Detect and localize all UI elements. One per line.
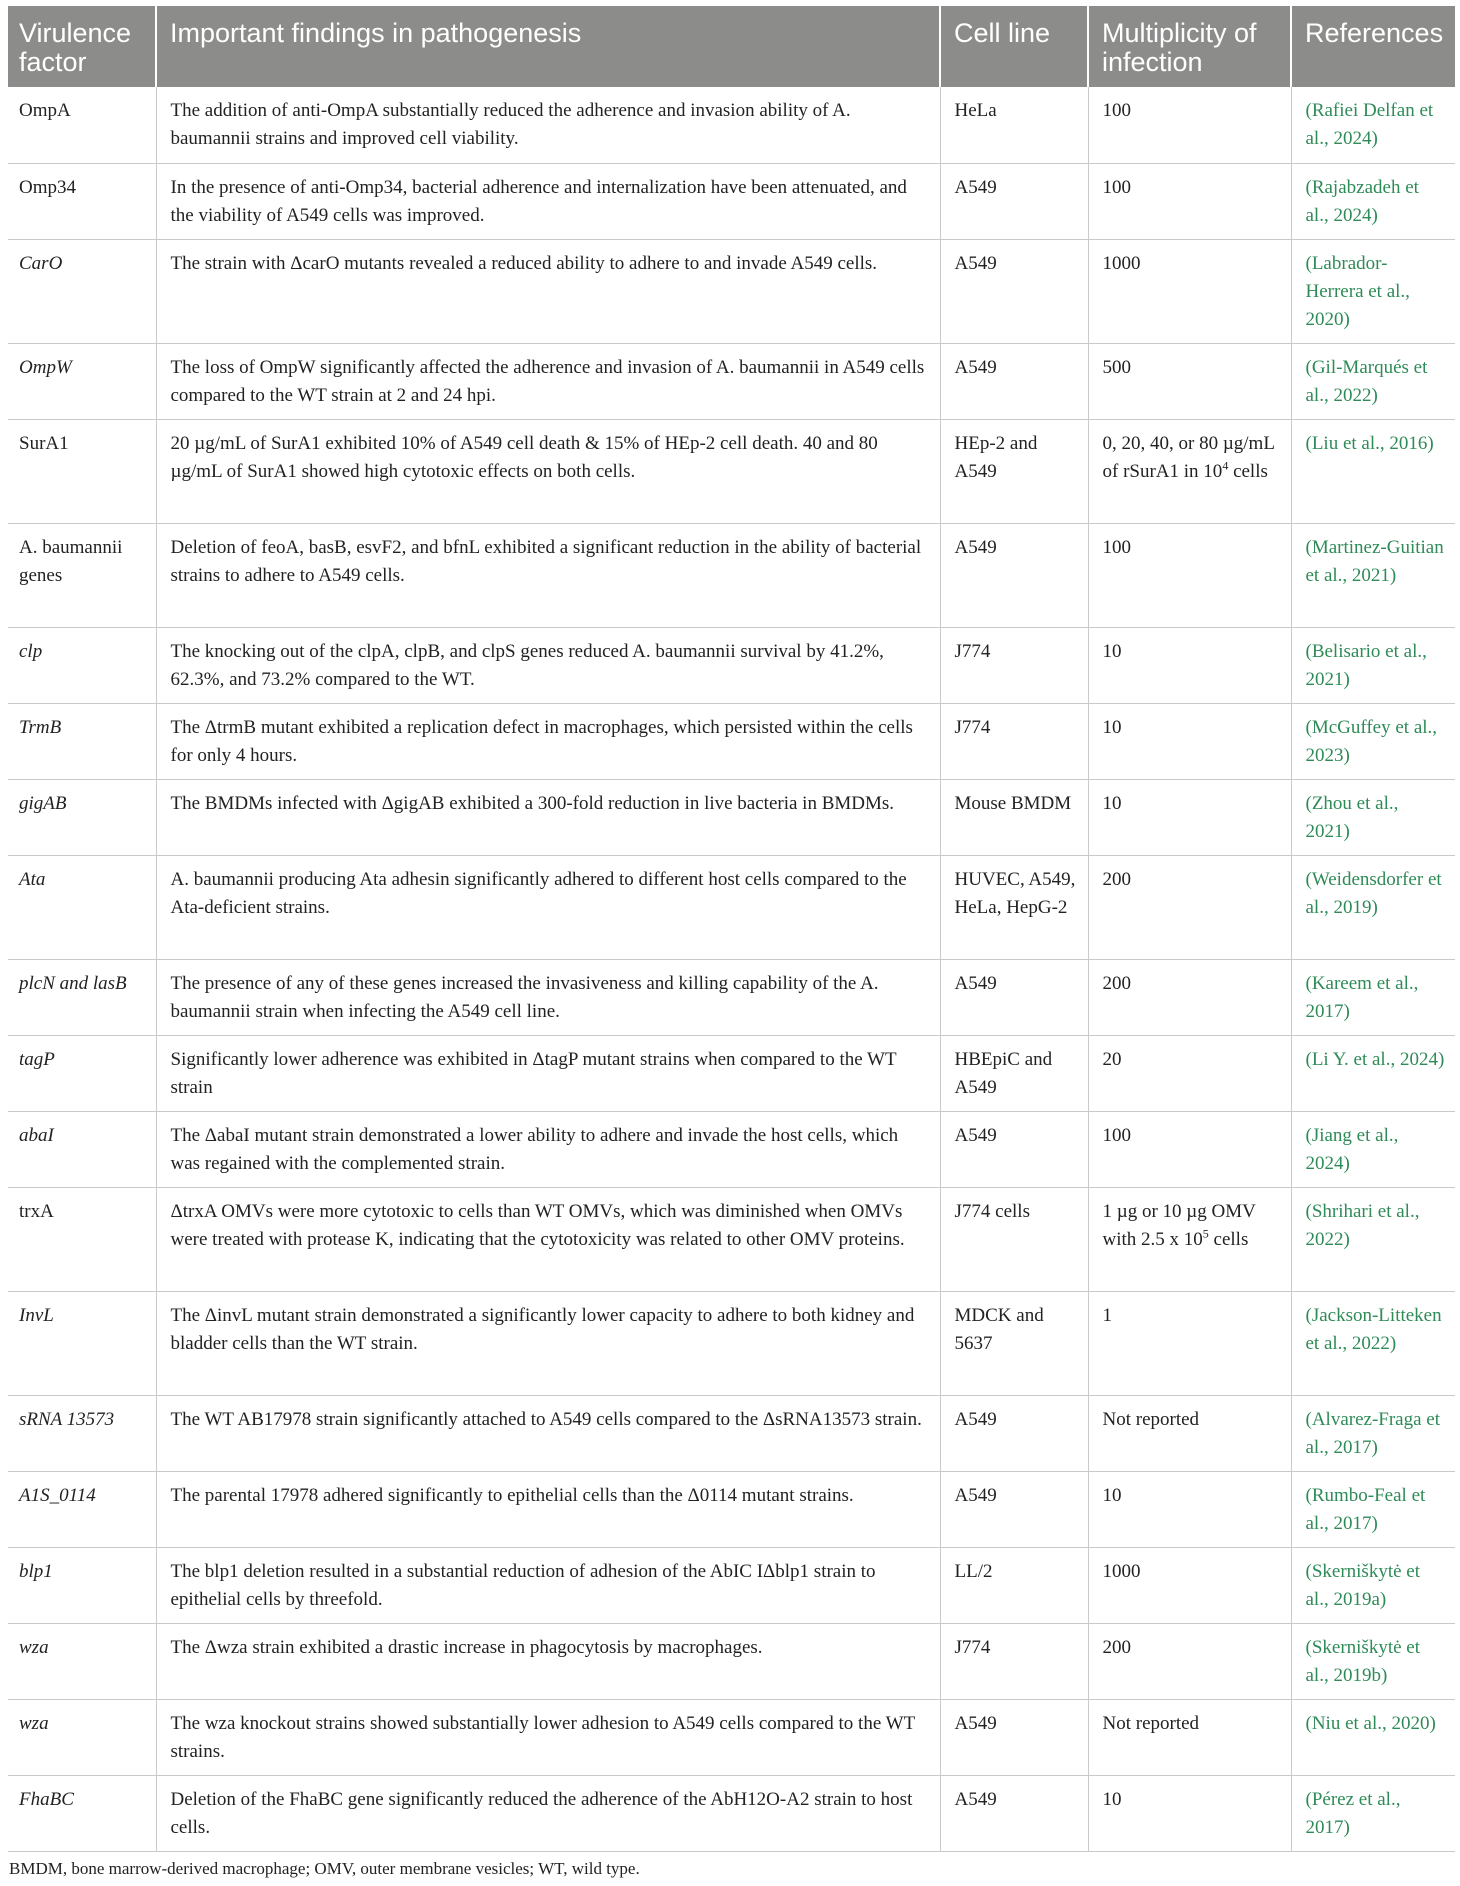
virulence-factor-cell: A1S_0114 bbox=[8, 1471, 156, 1547]
moi-cell: Not reported bbox=[1088, 1395, 1291, 1471]
virulence-factor-cell: A. baumannii genes bbox=[8, 523, 156, 627]
moi-cell: 100 bbox=[1088, 523, 1291, 627]
moi-cell: 200 bbox=[1088, 855, 1291, 959]
cell-line-cell: A549 bbox=[940, 163, 1088, 239]
virulence-factor-cell: tagP bbox=[8, 1035, 156, 1111]
moi-cell: 100 bbox=[1088, 1111, 1291, 1187]
table-row bbox=[8, 419, 1455, 523]
moi-text: 0, 20, 40, or 80 µg/mL of rSurA1 in 10 bbox=[1102, 432, 1275, 482]
finding-cell: In the presence of anti-Omp34, bacterial adherence and internalization have been attenuated, and the viability of A549 cells was improved. bbox=[156, 163, 940, 239]
reference-cell[interactable]: (Martinez-Guitian et al., 2021) bbox=[1291, 523, 1455, 627]
finding-cell: The ΔabaI mutant strain demonstrated a lower ability to adhere and invade the host cells, which was regained with the complemented strain. bbox=[156, 1111, 940, 1187]
moi-cell: 200 bbox=[1088, 959, 1291, 1035]
finding-cell: ΔtrxA OMVs were more cytotoxic to cells than WT OMVs, which was diminished when OMVs were treated with protease K, indicating that the cytotoxicity was related to other OMV proteins. bbox=[156, 1187, 940, 1291]
cell-line-cell: A549 bbox=[940, 1775, 1088, 1851]
moi-cell: 500 bbox=[1088, 343, 1291, 419]
reference-cell[interactable]: (Liu et al., 2016) bbox=[1291, 419, 1455, 523]
finding-cell: The strain with ΔcarO mutants revealed a reduced ability to adhere to and invade A549 cells. bbox=[156, 239, 940, 343]
reference-cell[interactable]: (Belisario et al., 2021) bbox=[1291, 627, 1455, 703]
virulence-factor-table bbox=[8, 6, 1455, 1852]
reference-cell[interactable]: (Rumbo-Feal et al., 2017) bbox=[1291, 1471, 1455, 1547]
cell-line-cell: A549 bbox=[940, 1699, 1088, 1775]
table-footnote: BMDM, bone marrow-derived macrophage; OMV, outer membrane vesicles; WT, wild type. bbox=[9, 1859, 640, 1878]
virulence-factor-cell: TrmB bbox=[8, 703, 156, 779]
reference-cell[interactable]: (McGuffey et al., 2023) bbox=[1291, 703, 1455, 779]
table-row bbox=[8, 1775, 1455, 1851]
moi-cell: 200 bbox=[1088, 1623, 1291, 1699]
table-row bbox=[8, 87, 1455, 163]
reference-cell[interactable]: (Pérez et al., 2017) bbox=[1291, 1775, 1455, 1851]
finding-cell: The ΔtrmB mutant exhibited a replication defect in macrophages, which persisted within the cells for only 4 hours. bbox=[156, 703, 940, 779]
table-row bbox=[8, 627, 1455, 703]
reference-cell[interactable]: (Rafiei Delfan et al., 2024) bbox=[1291, 87, 1455, 163]
table-row bbox=[8, 1035, 1455, 1111]
cell-line-cell: LL/2 bbox=[940, 1547, 1088, 1623]
finding-cell: A. baumannii producing Ata adhesin significantly adhered to different host cells compared to the Ata-deficient strains. bbox=[156, 855, 940, 959]
cell-line-cell: J774 bbox=[940, 1623, 1088, 1699]
virulence-factor-cell: FhaBC bbox=[8, 1775, 156, 1851]
reference-cell[interactable]: (Alvarez-Fraga et al., 2017) bbox=[1291, 1395, 1455, 1471]
finding-cell: The ΔinvL mutant strain demonstrated a significantly lower capacity to adhere to both kidney and bladder cells than the WT strain. bbox=[156, 1291, 940, 1395]
moi-cell: 10 bbox=[1088, 1775, 1291, 1851]
table-row bbox=[8, 343, 1455, 419]
finding-cell: The knocking out of the clpA, clpB, and clpS genes reduced A. baumannii survival by 41.2%, 62.3%, and 73.2% compared to the WT. bbox=[156, 627, 940, 703]
cell-line-cell: A549 bbox=[940, 959, 1088, 1035]
moi-tail: cells bbox=[1228, 460, 1268, 482]
finding-cell: The blp1 deletion resulted in a substantial reduction of adhesion of the AbIC IΔblp1 strain to epithelial cells by threefold. bbox=[156, 1547, 940, 1623]
header-row bbox=[8, 6, 1455, 87]
header-virulence-factor: Virulence factor bbox=[8, 6, 156, 87]
header-moi: Multiplicity of infection bbox=[1088, 6, 1291, 87]
moi-cell: 1000 bbox=[1088, 239, 1291, 343]
virulence-factor-cell: Ata bbox=[8, 855, 156, 959]
moi-cell: 20 bbox=[1088, 1035, 1291, 1111]
cell-line-cell: HEp-2 and A549 bbox=[940, 419, 1088, 523]
cell-line-cell: J774 bbox=[940, 627, 1088, 703]
virulence-factor-cell: clp bbox=[8, 627, 156, 703]
finding-cell: The addition of anti-OmpA substantially reduced the adherence and invasion ability of A. baumannii strains and improved cell viability. bbox=[156, 87, 940, 163]
moi-exponent: 4 bbox=[1222, 458, 1229, 473]
moi-cell: 100 bbox=[1088, 87, 1291, 163]
table-row bbox=[8, 1623, 1455, 1699]
table-row bbox=[8, 779, 1455, 855]
virulence-factor-cell: CarO bbox=[8, 239, 156, 343]
cell-line-cell: A549 bbox=[940, 343, 1088, 419]
table-row bbox=[8, 855, 1455, 959]
moi-cell bbox=[1088, 1187, 1291, 1291]
virulence-factor-cell: OmpW bbox=[8, 343, 156, 419]
virulence-factor-cell: OmpA bbox=[8, 87, 156, 163]
virulence-factor-cell: trxA bbox=[8, 1187, 156, 1291]
reference-cell[interactable]: (Weidensdorfer et al., 2019) bbox=[1291, 855, 1455, 959]
virulence-factor-cell: blp1 bbox=[8, 1547, 156, 1623]
moi-cell: 1000 bbox=[1088, 1547, 1291, 1623]
table-row bbox=[8, 1187, 1455, 1291]
virulence-factor-cell: wza bbox=[8, 1699, 156, 1775]
finding-cell: Significantly lower adherence was exhibited in ΔtagP mutant strains when compared to the WT strain bbox=[156, 1035, 940, 1111]
moi-text: 1 µg or 10 µg OMV with 2.5 x 10 bbox=[1102, 1200, 1256, 1250]
cell-line-cell: A549 bbox=[940, 1395, 1088, 1471]
reference-cell[interactable]: (Niu et al., 2020) bbox=[1291, 1699, 1455, 1775]
moi-cell bbox=[1088, 419, 1291, 523]
cell-line-cell: A549 bbox=[940, 523, 1088, 627]
header-references: References bbox=[1291, 6, 1455, 87]
cell-line-cell: HUVEC, A549, HeLa, HepG-2 bbox=[940, 855, 1088, 959]
header-cell-line: Cell line bbox=[940, 6, 1088, 87]
moi-cell: 1 bbox=[1088, 1291, 1291, 1395]
table-row bbox=[8, 163, 1455, 239]
reference-cell[interactable]: (Jackson-Litteken et al., 2022) bbox=[1291, 1291, 1455, 1395]
cell-line-cell: J774 cells bbox=[940, 1187, 1088, 1291]
virulence-factor-cell: wza bbox=[8, 1623, 156, 1699]
finding-cell: 20 µg/mL of SurA1 exhibited 10% of A549 cell death & 15% of HEp-2 cell death. 40 and 80 µg/mL of SurA1 showed high cytotoxic effects on both cells. bbox=[156, 419, 940, 523]
finding-cell: Deletion of the FhaBC gene significantly reduced the adherence of the AbH12O-A2 strain to host cells. bbox=[156, 1775, 940, 1851]
virulence-factor-cell: SurA1 bbox=[8, 419, 156, 523]
reference-cell[interactable]: (Gil-Marqués et al., 2022) bbox=[1291, 343, 1455, 419]
reference-cell[interactable]: (Li Y. et al., 2024) bbox=[1291, 1035, 1455, 1111]
virulence-factor-cell: sRNA 13573 bbox=[8, 1395, 156, 1471]
moi-cell: 100 bbox=[1088, 163, 1291, 239]
finding-cell: The wza knockout strains showed substantially lower adhesion to A549 cells compared to the WT strains. bbox=[156, 1699, 940, 1775]
virulence-factor-cell: plcN and lasB bbox=[8, 959, 156, 1035]
reference-cell[interactable]: (Zhou et al., 2021) bbox=[1291, 779, 1455, 855]
reference-cell[interactable]: (Jiang et al., 2024) bbox=[1291, 1111, 1455, 1187]
table-row bbox=[8, 1699, 1455, 1775]
finding-cell: The WT AB17978 strain significantly attached to A549 cells compared to the ΔsRNA13573 strain. bbox=[156, 1395, 940, 1471]
moi-tail: cells bbox=[1208, 1228, 1249, 1250]
cell-line-cell: MDCK and 5637 bbox=[940, 1291, 1088, 1395]
table-row bbox=[8, 1291, 1455, 1395]
reference-cell[interactable]: (Labrador-Herrera et al., 2020) bbox=[1291, 239, 1455, 343]
cell-line-cell: A549 bbox=[940, 239, 1088, 343]
table-row bbox=[8, 1471, 1455, 1547]
table-body bbox=[8, 87, 1455, 1851]
finding-cell: The Δwza strain exhibited a drastic increase in phagocytosis by macrophages. bbox=[156, 1623, 940, 1699]
moi-exponent: 5 bbox=[1202, 1226, 1209, 1241]
table-row bbox=[8, 239, 1455, 343]
moi-cell: Not reported bbox=[1088, 1699, 1291, 1775]
moi-cell: 10 bbox=[1088, 627, 1291, 703]
finding-cell: The parental 17978 adhered significantly to epithelial cells than the Δ0114 mutant strains. bbox=[156, 1471, 940, 1547]
finding-cell: Deletion of feoA, basB, esvF2, and bfnL exhibited a significant reduction in the ability of bacterial strains to adhere to A549 cells. bbox=[156, 523, 940, 627]
cell-line-cell: HeLa bbox=[940, 87, 1088, 163]
virulence-factor-cell: Omp34 bbox=[8, 163, 156, 239]
cell-line-cell: J774 bbox=[940, 703, 1088, 779]
cell-line-cell: A549 bbox=[940, 1471, 1088, 1547]
virulence-factor-cell: abaI bbox=[8, 1111, 156, 1187]
moi-cell: 10 bbox=[1088, 703, 1291, 779]
reference-cell[interactable]: (Kareem et al., 2017) bbox=[1291, 959, 1455, 1035]
table-row bbox=[8, 1111, 1455, 1187]
header-findings: Important findings in pathogenesis bbox=[156, 6, 940, 87]
finding-cell: The BMDMs infected with ΔgigAB exhibited a 300-fold reduction in live bacteria in BMDMs. bbox=[156, 779, 940, 855]
reference-cell[interactable]: (Rajabzadeh et al., 2024) bbox=[1291, 163, 1455, 239]
finding-cell: The presence of any of these genes increased the invasiveness and killing capability of the A. baumannii strain when infecting the A549 cell line. bbox=[156, 959, 940, 1035]
moi-cell: 10 bbox=[1088, 779, 1291, 855]
finding-cell: The loss of OmpW significantly affected the adherence and invasion of A. baumannii in A549 cells compared to the WT strain at 2 and 24 hpi. bbox=[156, 343, 940, 419]
table-row bbox=[8, 959, 1455, 1035]
table-header bbox=[8, 6, 1455, 87]
table-row bbox=[8, 1395, 1455, 1471]
virulence-factor-cell: gigAB bbox=[8, 779, 156, 855]
reference-cell[interactable]: (Skerniškytė et al., 2019a) bbox=[1291, 1547, 1455, 1623]
table-row bbox=[8, 703, 1455, 779]
table-row bbox=[8, 1547, 1455, 1623]
virulence-factor-cell: InvL bbox=[8, 1291, 156, 1395]
cell-line-cell: Mouse BMDM bbox=[940, 779, 1088, 855]
moi-cell: 10 bbox=[1088, 1471, 1291, 1547]
reference-cell[interactable]: (Skerniškytė et al., 2019b) bbox=[1291, 1623, 1455, 1699]
reference-cell[interactable]: (Shrihari et al., 2022) bbox=[1291, 1187, 1455, 1291]
cell-line-cell: A549 bbox=[940, 1111, 1088, 1187]
table-row bbox=[8, 523, 1455, 627]
cell-line-cell: HBEpiC and A549 bbox=[940, 1035, 1088, 1111]
